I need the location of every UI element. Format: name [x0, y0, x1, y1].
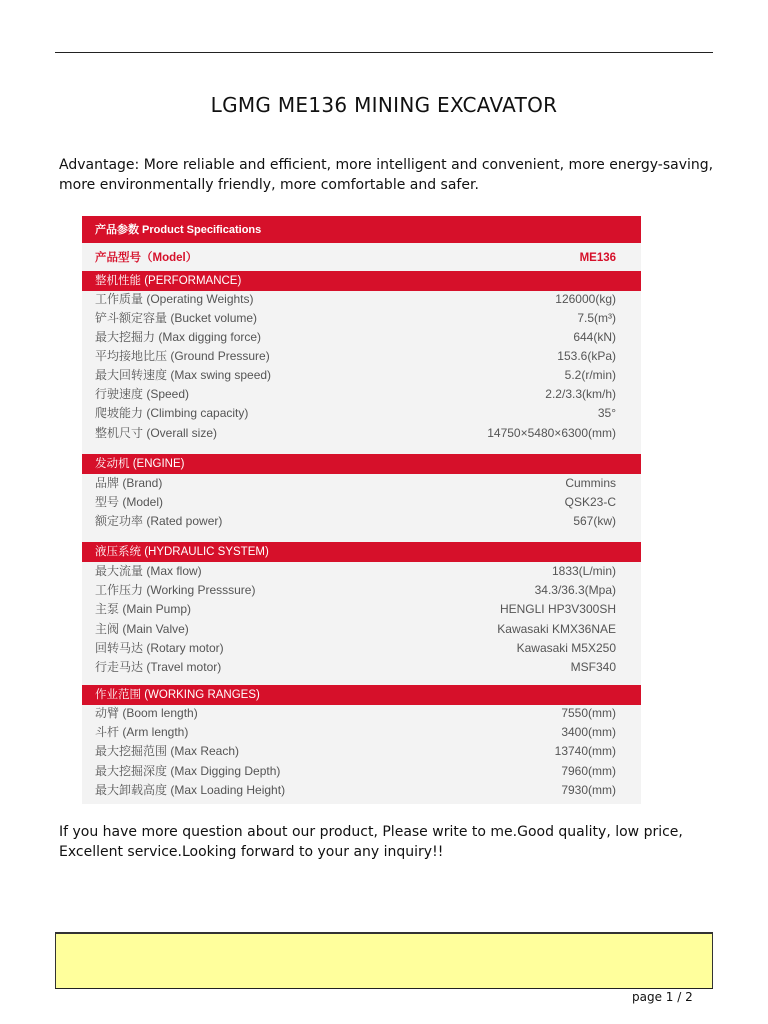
- spec-label: 最大卸载高度 (Max Loading Height): [95, 783, 286, 797]
- spec-value: 2.2/3.3(km/h): [545, 387, 616, 401]
- spec-row: [82, 762, 641, 781]
- spec-value: 35°: [597, 406, 616, 420]
- spec-label: 平均接地比压 (Ground Pressure): [95, 349, 270, 363]
- spec-value: Cummins: [565, 476, 616, 490]
- spec-row: [82, 562, 641, 581]
- spec-value: MSF340: [570, 660, 616, 674]
- spec-row: [82, 385, 641, 404]
- spec-label: 工作质量 (Operating Weights): [95, 292, 254, 306]
- spec-label: 斗杆 (Arm length): [95, 725, 189, 739]
- spec-value: HENGLI HP3V300SH: [499, 602, 616, 616]
- spec-sheet-image: [82, 216, 641, 804]
- spec-row: [82, 658, 641, 677]
- spec-row: [82, 781, 641, 800]
- spec-value: 3400(mm): [561, 725, 616, 739]
- spec-row: [82, 424, 641, 443]
- spec-label: 主阀 (Main Valve): [95, 622, 189, 636]
- spec-row: [82, 639, 641, 658]
- spec-label: 最大流量 (Max flow): [95, 564, 202, 578]
- section-working-ranges: 作业范围 (WORKING RANGES): [82, 685, 641, 705]
- spec-label: 整机尺寸 (Overall size): [95, 426, 218, 440]
- spec-value: Kawasaki M5X250: [516, 641, 616, 655]
- top-rule: [55, 52, 713, 53]
- model-label: 产品型号（Model）: [95, 252, 198, 264]
- spec-label: 行驶速度 (Speed): [95, 387, 190, 401]
- spec-label: 最大回转速度 (Max swing speed): [95, 368, 272, 382]
- spec-row: [82, 723, 641, 742]
- spec-row: [82, 581, 641, 600]
- spec-label: 最大挖掘力 (Max digging force): [95, 330, 262, 344]
- spec-label: 动臂 (Boom length): [95, 706, 198, 720]
- spec-value: 7960(mm): [561, 764, 616, 778]
- spec-row: [82, 620, 641, 639]
- spec-label: 主泵 (Main Pump): [95, 602, 192, 616]
- spec-value: 1833(L/min): [551, 564, 616, 578]
- spec-value: 644(kN): [573, 330, 616, 344]
- section-engine: 发动机 (ENGINE): [82, 454, 641, 474]
- spec-header: 产品参数 Product Specifications: [82, 216, 641, 243]
- model-value: ME136: [579, 252, 616, 264]
- spec-row: [82, 404, 641, 423]
- spec-value: 7550(mm): [561, 706, 616, 720]
- page-title: LGMG ME136 MINING EXCAVATOR: [210, 93, 558, 117]
- page-number: page 1 / 2: [632, 990, 693, 1004]
- spec-row: [82, 347, 641, 366]
- spec-label: 型号 (Model): [95, 495, 164, 509]
- bottom-rule: [55, 988, 713, 989]
- section-performance: 整机性能 (PERFORMANCE): [82, 271, 641, 291]
- spec-row: [82, 742, 641, 761]
- spec-label: 回转马达 (Rotary motor): [95, 641, 224, 655]
- spec-label: 工作压力 (Working Presssure): [95, 583, 256, 597]
- inquiry-paragraph: If you have more question about our product, Please write to me.Good quality, low price, Excellent service.Looking forward to your any inquiry!!: [59, 824, 683, 860]
- spec-label: 额定功率 (Rated power): [95, 514, 223, 528]
- spec-row: [82, 328, 641, 347]
- spec-value: 7.5(m³): [577, 311, 616, 325]
- spec-row: [82, 704, 641, 723]
- spec-value: 567(kw): [573, 514, 616, 528]
- spec-value: QSK23-C: [564, 495, 616, 509]
- spec-row: [82, 309, 641, 328]
- section-hydraulic: 液压系统 (HYDRAULIC SYSTEM): [82, 542, 641, 562]
- spec-label: 铲斗额定容量 (Bucket volume): [95, 311, 258, 325]
- model-row: [82, 247, 641, 269]
- spec-row: [82, 366, 641, 385]
- spec-label: 行走马达 (Travel motor): [95, 660, 222, 674]
- spec-value: Kawasaki KMX36NAE: [497, 622, 616, 636]
- spec-value: 34.3/36.3(Mpa): [534, 583, 616, 597]
- spec-row: [82, 493, 641, 512]
- spec-value: 5.2(r/min): [564, 368, 616, 382]
- spec-label: 品牌 (Brand): [95, 476, 163, 490]
- advantage-paragraph: Advantage: More reliable and efficient, more intelligent and convenient, more energy-saving, more environmentally friendly, more comfortable and safer.: [59, 157, 714, 193]
- spec-label: 最大挖掘深度 (Max Digging Depth): [95, 764, 281, 778]
- notice-box: [55, 932, 713, 988]
- spec-value: 14750×5480×6300(mm): [487, 426, 616, 440]
- spec-row: [82, 512, 641, 531]
- spec-value: 7930(mm): [561, 783, 616, 797]
- spec-row: [82, 290, 641, 309]
- spec-label: 最大挖掘范围 (Max Reach): [95, 744, 240, 758]
- spec-row: [82, 600, 641, 619]
- spec-row: [82, 474, 641, 493]
- spec-label: 爬坡能力 (Climbing capacity): [95, 406, 249, 420]
- spec-value: 153.6(kPa): [557, 349, 616, 363]
- spec-value: 13740(mm): [554, 744, 616, 758]
- spec-value: 126000(kg): [555, 292, 616, 306]
